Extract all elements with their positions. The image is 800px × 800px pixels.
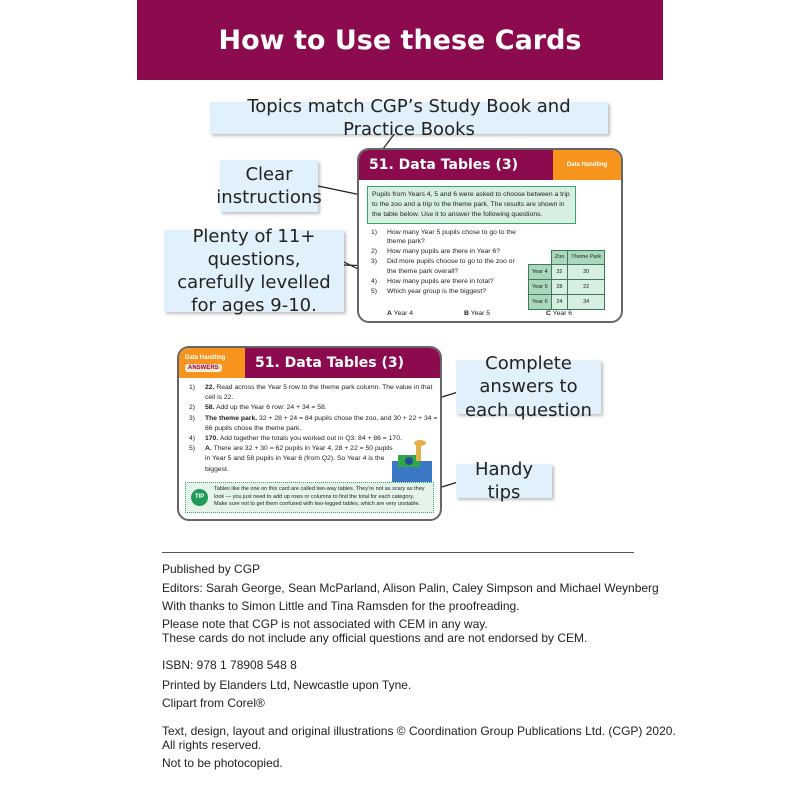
answer-options: A Year 4 B Year 5 C Year 6 [387, 309, 573, 317]
topic-tag: Data Handling [553, 150, 621, 180]
card-instructions: Pupils from Years 4, 5 and 6 were asked to choose between a trip to the zoo and a trip to the theme park. The results are shown in the table below. Use it to answer the following questions. [367, 186, 576, 224]
question: 5) Which year group is the biggest? [371, 287, 486, 295]
footer-isbn: ISBN: 978 1 78908 548 8 [162, 658, 297, 672]
tip-box: TIP Tables like the one on this card are called two-way tables. They’re not as scary as they look — you just need to add up rows or columns to find the total for each category. Make sure not to get them confused with two-legged tables, which are very unstable. [185, 482, 434, 513]
footer-copyright: Text, design, layout and original illustrations © Coordination Group Publications Ltd. (CGP) 2020. [162, 724, 676, 738]
callout-topics: Topics match CGP’s Study Book and Practice Books [210, 102, 608, 134]
footer-publisher: Published by CGP [162, 562, 261, 576]
data-table: Zoo Theme Park Year 4 32 30 Year 5 28 22 Year 6 24 34 [528, 250, 605, 310]
question-list [371, 228, 516, 310]
tip-icon: TIP [191, 489, 208, 506]
footer-rights: All rights reserved. [162, 738, 262, 752]
answer: 1) 22. Read across the Year 5 row to the theme park column. The value in that cell is 22. [189, 384, 433, 402]
card-title: 51. Data Tables (3) [245, 348, 440, 378]
answers-badge: ANSWERS [185, 364, 222, 372]
callout-questions: Plenty of 11+ questions, carefully levelled for ages 9-10. [164, 230, 344, 312]
card-title: 51. Data Tables (3) [359, 150, 553, 180]
footer-cem-note-2: These cards do not include any official questions and are not endorsed by CEM. [162, 631, 588, 645]
question: 1) How many Year 5 pupils chose to go to the theme park? [371, 228, 516, 246]
callout-answers: Complete answers to each question [456, 360, 601, 414]
answer: 3) The theme park. 32 + 28 + 24 = 84 pupils chose the zoo, and 30 + 22 + 34 = 86 pupils chose the theme park. [189, 414, 438, 432]
question-card [357, 148, 623, 323]
answer: 2) 58. Add up the Year 6 row: 24 + 34 = 58. [189, 404, 327, 412]
callout-instructions: Clear instructions [220, 160, 318, 212]
footer-clipart: Clipart from Corel® [162, 696, 265, 710]
footer-thanks: With thanks to Simon Little and Tina Ramsden for the proofreading. [162, 599, 520, 613]
answer: 4) 170. Add together the totals you worked out in Q3: 84 + 86 = 170. [189, 434, 402, 442]
question: 4) How many pupils are there in total? [371, 277, 494, 285]
giraffe-illustration-icon [390, 439, 434, 483]
footer-cem-note: Please note that CGP is not associated with CEM in any way. [162, 617, 488, 631]
topic-tag: Data Handling [185, 354, 226, 361]
page-title: How to Use these Cards [137, 0, 663, 80]
answer-card [177, 346, 442, 521]
footer-editors: Editors: Sarah George, Sean McParland, Alison Palin, Caley Simpson and Michael Weynberg [162, 581, 659, 595]
question: 2) How many pupils are there in Year 6? [371, 248, 500, 256]
callout-tips: Handy tips [456, 464, 552, 498]
question: 3) Did more pupils choose to go to the zoo or the theme park overall? [371, 258, 515, 275]
divider [162, 552, 634, 553]
answer: 5) A. There are 32 + 30 = 62 pupils in Year 4, 28 + 22 = 50 pupils in Year 5 and 58 pupils in Year 6 (from Q2). So Year 4 is the biggest. [189, 445, 393, 473]
footer-photocopy: Not to be photocopied. [162, 756, 283, 770]
footer-printer: Printed by Elanders Ltd, Newcastle upon Tyne. [162, 678, 412, 692]
